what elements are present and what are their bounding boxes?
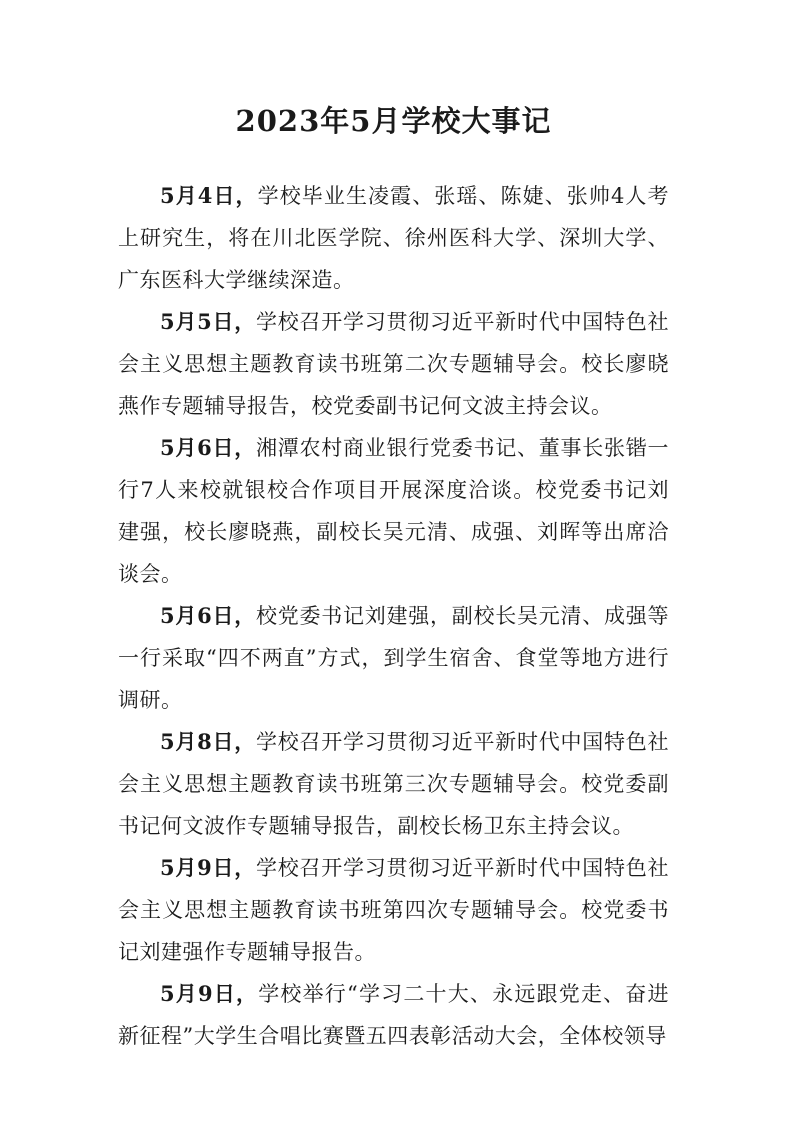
event-entry: [118, 721, 669, 847]
event-text: 校党委书记刘建强，副校长吴元清、成强等一行采取“四不两直”方式，到学生宿舍、食堂等地方进行调研。: [118, 604, 669, 712]
event-entry: [118, 301, 669, 427]
event-entry: [118, 973, 669, 1057]
event-date: 5月4日，: [160, 183, 258, 208]
event-list: [118, 175, 669, 1057]
event-date: 5月6日，: [160, 603, 256, 628]
event-date: 5月5日，: [160, 309, 256, 334]
event-text: 学校召开学习贯彻习近平新时代中国特色社会主义思想主题教育读书班第二次专题辅导会。校长廖晓燕作专题辅导报告，校党委副书记何文波主持会议。: [118, 310, 669, 418]
document-title: 2023年5月学校大事记: [235, 104, 552, 138]
event-date: 5月9日，: [160, 855, 256, 880]
event-text: 学校毕业生凌霞、张瑶、陈婕、张帅4人考上研究生，将在川北医学院、徐州医科大学、深圳大学、广东医科大学继续深造。: [118, 184, 669, 292]
event-text: 学校召开学习贯彻习近平新时代中国特色社会主义思想主题教育读书班第三次专题辅导会。校党委副书记何文波作专题辅导报告，副校长杨卫东主持会议。: [118, 730, 669, 838]
event-entry: [118, 175, 669, 301]
event-entry: [118, 427, 669, 595]
event-date: 5月9日，: [160, 981, 259, 1006]
event-text: 湘潭农村商业银行党委书记、董事长张锴一行7人来校就银校合作项目开展深度洽谈。校党委书记刘建强，校长廖晓燕，副校长吴元清、成强、刘晖等出席洽谈会。: [118, 436, 669, 586]
event-entry: [118, 595, 669, 721]
event-date: 5月8日，: [160, 729, 256, 754]
event-date: 5月6日，: [160, 435, 256, 460]
event-entry: [118, 847, 669, 973]
event-text: 学校举行“学习二十大、永远跟党走、奋进新征程”大学生合唱比赛暨五四表彰活动大会，全体校领导: [118, 982, 669, 1048]
event-text: 学校召开学习贯彻习近平新时代中国特色社会主义思想主题教育读书班第四次专题辅导会。校党委书记刘建强作专题辅导报告。: [118, 856, 669, 964]
